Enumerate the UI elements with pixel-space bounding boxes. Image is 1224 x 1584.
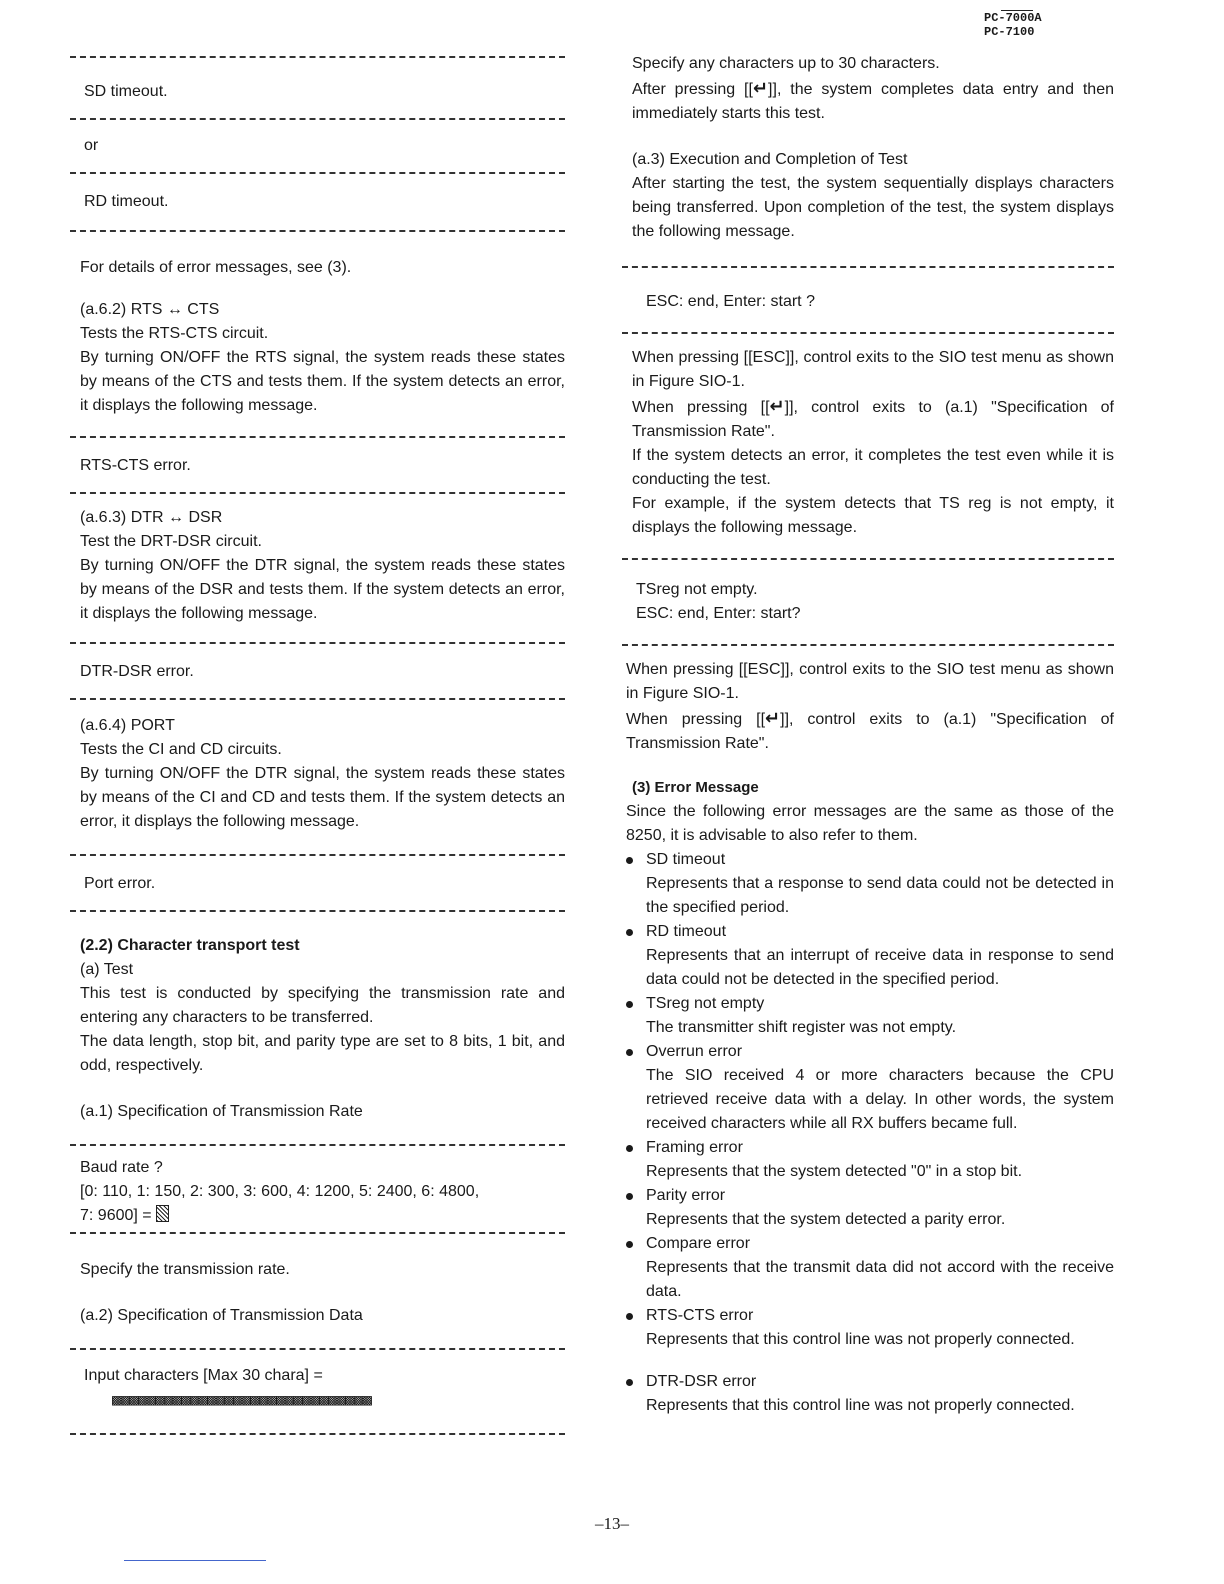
error-list-item bbox=[622, 1040, 1114, 1136]
page-number: –13– bbox=[595, 1514, 629, 1533]
error-description: Represents that the system detected a parity error. bbox=[646, 1211, 1006, 1228]
a3-body: After starting the test, the system sequentially displays characters being transferred. Upon completion of the test, the system displays the following message. bbox=[632, 175, 1114, 240]
divider bbox=[70, 492, 565, 494]
screen-rts-cts-error: RTS-CTS error. bbox=[80, 457, 191, 474]
screen-baud-options: [0: 110, 1: 150, 2: 300, 3: 600, 4: 1200, 5: 2400, 6: 4800, bbox=[80, 1183, 480, 1200]
error-description: The transmitter shift register was not empty. bbox=[646, 1019, 957, 1036]
input-cell-placeholders-icon: ▩▩▩▩▩▩▩▩▩▩▩▩▩▩▩▩▩▩▩▩▩▩▩▩▩▩▩▩▩▩ bbox=[112, 1390, 371, 1409]
error-description: Represents that the system detected "0" in a stop bit. bbox=[646, 1163, 1023, 1180]
error-list-item bbox=[622, 1232, 1114, 1304]
error-during-test: If the system detects an error, it completes the test even while it is conducting the test. bbox=[632, 447, 1114, 488]
error-name: Framing error bbox=[646, 1139, 743, 1156]
divider bbox=[70, 230, 565, 232]
divider bbox=[622, 266, 1114, 268]
subsection-title-a-test: (a) Test bbox=[80, 961, 134, 978]
right-column bbox=[622, 40, 1114, 1418]
bullet-icon bbox=[626, 1049, 633, 1056]
text-fragment: After pressing [[ bbox=[632, 81, 753, 98]
section-title-a62: (a.6.2) RTS ↔ CTS bbox=[80, 301, 220, 318]
error-name: DTR-DSR error bbox=[646, 1373, 757, 1390]
screen-esc-enter-prompt: ESC: end, Enter: start ? bbox=[646, 293, 815, 310]
input-cursor-icon bbox=[156, 1205, 169, 1222]
divider bbox=[70, 1144, 565, 1146]
screen-dtr-dsr-error: DTR-DSR error. bbox=[80, 663, 194, 680]
divider bbox=[70, 436, 565, 438]
divider bbox=[70, 854, 565, 856]
esc-behavior-1: When pressing [[ESC]], control exits to the SIO test menu as shown in Figure SIO-1. bbox=[632, 349, 1114, 390]
after-enter-note bbox=[622, 76, 1114, 126]
screen-tsreg-not-empty: TSreg not empty. bbox=[636, 581, 758, 598]
test-settings: The data length, stop bit, and parity type are set to 8 bits, 1 bit, and odd, respectively. bbox=[80, 1033, 565, 1074]
divider bbox=[70, 698, 565, 700]
divider bbox=[70, 118, 565, 120]
a62-line1: Tests the RTS-CTS circuit. bbox=[80, 325, 269, 342]
ts-reg-example: For example, if the system detects that TS reg is not empty, it displays the following message. bbox=[632, 495, 1114, 536]
section-title-2-2: (2.2) Character transport test bbox=[80, 937, 300, 954]
text-fragment: When pressing [[ bbox=[632, 399, 770, 416]
section-title-a63: (a.6.3) DTR ↔ DSR bbox=[80, 509, 223, 526]
error-list-item bbox=[622, 848, 1114, 920]
error-name: RTS-CTS error bbox=[646, 1307, 754, 1324]
error-list-item bbox=[622, 992, 1114, 1040]
bullet-icon bbox=[626, 1241, 633, 1248]
error-name: Parity error bbox=[646, 1187, 726, 1204]
bullet-icon bbox=[626, 1313, 633, 1320]
divider bbox=[70, 56, 565, 58]
model-label-2: PC-7100 bbox=[984, 25, 1035, 39]
enter-behavior-2 bbox=[622, 706, 1114, 756]
test-description: This test is conducted by specifying the transmission rate and entering any characters to be transferred. bbox=[80, 985, 565, 1026]
error-name: Compare error bbox=[646, 1235, 751, 1252]
subsection-title-a2: (a.2) Specification of Transmission Data bbox=[80, 1307, 363, 1324]
bullet-icon bbox=[626, 1379, 633, 1386]
divider bbox=[70, 1348, 565, 1350]
error-description: The SIO received 4 or more characters because the CPU retrieved receive data with a delay. In other words, the system received characters while all RX buffers became full. bbox=[646, 1067, 1114, 1132]
left-column bbox=[70, 40, 565, 1435]
screen-sd-timeout: SD timeout. bbox=[84, 83, 168, 100]
screen-rd-timeout: RD timeout. bbox=[84, 193, 169, 210]
divider bbox=[70, 1433, 565, 1435]
error-description: Represents that this control line was not properly connected. bbox=[646, 1331, 1075, 1348]
screen-esc-enter-prompt-2: ESC: end, Enter: start? bbox=[636, 605, 801, 622]
divider bbox=[622, 558, 1114, 560]
enter-key-icon: ↵ bbox=[765, 708, 781, 728]
text-fragment: ]], the system completes data entry and then immediately starts this test. bbox=[632, 81, 1115, 122]
page-header bbox=[984, 10, 1042, 39]
bullet-icon bbox=[626, 929, 633, 936]
screen-input-prompt: Input characters [Max 30 chara] = bbox=[84, 1367, 323, 1384]
divider bbox=[622, 644, 1114, 646]
divider bbox=[70, 172, 565, 174]
model-label-1: PC-7000A bbox=[984, 11, 1042, 25]
divider bbox=[622, 332, 1114, 334]
error-description: Represents that this control line was not properly connected. bbox=[646, 1397, 1075, 1414]
specify-chars-note: Specify any characters up to 30 characters. bbox=[632, 55, 940, 72]
text-fragment: ]], control exits to (a.1) "Specification of Transmission Rate". bbox=[626, 711, 1114, 752]
text-fragment: ]], control exits to (a.1) "Specification of Transmission Rate". bbox=[632, 399, 1114, 440]
error-list-item bbox=[622, 1304, 1114, 1352]
error-description: Represents that a response to send data could not be detected in the specified period. bbox=[646, 875, 1114, 916]
bullet-icon bbox=[626, 1193, 633, 1200]
screen-baud-prompt: Baud rate ? bbox=[80, 1159, 163, 1176]
text-fragment: When pressing [[ bbox=[626, 711, 766, 728]
a64-line1: Tests the CI and CD circuits. bbox=[80, 741, 282, 758]
enter-behavior-1 bbox=[622, 394, 1114, 444]
error-name: Overrun error bbox=[646, 1043, 743, 1060]
a63-line1: Test the DRT-DSR circuit. bbox=[80, 533, 262, 550]
error-name: RD timeout bbox=[646, 923, 727, 940]
bullet-icon bbox=[626, 1145, 633, 1152]
error-list-item bbox=[622, 920, 1114, 992]
section-title-a64: (a.6.4) PORT bbox=[80, 717, 175, 734]
error-list-item bbox=[622, 1136, 1114, 1184]
enter-key-icon: ↵ bbox=[769, 396, 785, 416]
screen-or: or bbox=[84, 137, 99, 154]
subsection-title-a3: (a.3) Execution and Completion of Test bbox=[632, 151, 908, 168]
section-title-3: (3) Error Message bbox=[632, 779, 759, 796]
a62-body: By turning ON/OFF the RTS signal, the system reads these states by means of the CTS and tests them. If the system detects an error, it displays the following message. bbox=[80, 349, 565, 414]
a64-body: By turning ON/OFF the DTR signal, the system reads these states by means of the CI and CD and tests them. If the system detects an error, it displays the following message. bbox=[80, 765, 565, 830]
subsection-title-a1: (a.1) Specification of Transmission Rate bbox=[80, 1103, 363, 1120]
error-description: Represents that the transmit data did not accord with the receive data. bbox=[646, 1259, 1114, 1300]
bullet-icon bbox=[626, 857, 633, 864]
error-name: TSreg not empty bbox=[646, 995, 765, 1012]
error-name: SD timeout bbox=[646, 851, 726, 868]
esc-behavior-2: When pressing [[ESC]], control exits to the SIO test menu as shown in Figure SIO-1. bbox=[626, 661, 1114, 702]
enter-key-icon: ↵ bbox=[752, 78, 769, 98]
a63-body: By turning ON/OFF the DTR signal, the system reads these states by means of the DSR and tests them. If the system detects an error, it displays the following message. bbox=[80, 557, 565, 622]
divider bbox=[70, 642, 565, 644]
footer-rule bbox=[124, 1560, 266, 1561]
divider bbox=[70, 910, 565, 912]
specify-rate-note: Specify the transmission rate. bbox=[80, 1261, 290, 1278]
error-details-ref: For details of error messages, see (3). bbox=[80, 259, 352, 276]
error-message-intro: Since the following error messages are the same as those of the 8250, it is advisable to also refer to them. bbox=[626, 803, 1114, 844]
error-list-item bbox=[622, 1184, 1114, 1232]
error-message-list bbox=[622, 848, 1114, 1418]
baud-options-end: 7: 9600] = bbox=[80, 1207, 152, 1224]
bullet-icon bbox=[626, 1001, 633, 1008]
error-list-item bbox=[622, 1370, 1114, 1418]
divider bbox=[70, 1232, 565, 1234]
screen-port-error: Port error. bbox=[84, 875, 156, 892]
error-description: Represents that an interrupt of receive data in response to send data could not be detected in the specified period. bbox=[646, 947, 1114, 988]
screen-input-cells bbox=[70, 1388, 565, 1413]
screen-baud-input bbox=[70, 1204, 565, 1228]
